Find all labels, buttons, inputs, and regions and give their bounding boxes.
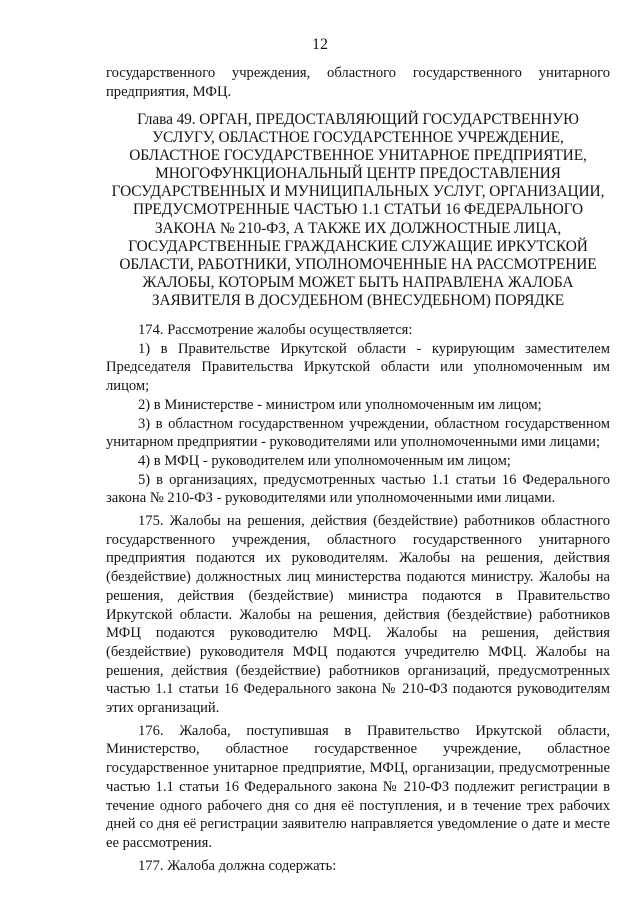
list-item-4: 4) в МФЦ - руководителем или уполномоченным им лицом; xyxy=(138,452,511,469)
paragraph-177: 177. Жалоба должна содержать: xyxy=(138,857,337,874)
chapter-heading xyxy=(106,111,610,310)
heading-line: УСЛУГУ, ОБЛАСТНОЕ ГОСУДАРСТЕННОЕ УЧРЕЖДЕНИЕ, xyxy=(152,129,564,147)
list-item-1: 1) в Правительстве Иркутской области - курирующим заместителем Председателя Правительства Иркутской области или уполномоченным им лицом; xyxy=(106,340,610,395)
heading-line: ОБЛАСТНОЕ ГОСУДАРСТВЕННОЕ УНИТАРНОЕ ПРЕДПРИЯТИЕ, xyxy=(129,147,587,165)
paragraph-174: 174. Рассмотрение жалобы осуществляется: xyxy=(138,322,413,338)
heading-line: ЖАЛОБЫ, КОТОРЫМ МОЖЕТ БЫТЬ НАПРАВЛЕНА ЖАЛОБА xyxy=(142,273,574,291)
heading-line: ОБЛАСТИ, РАБОТНИКИ, УПОЛНОМОЧЕННЫЕ НА РАССМОТРЕНИЕ xyxy=(119,255,597,273)
heading-line: ГОСУДАРСТВЕННЫХ И МУНИЦИПАЛЬНЫХ УСЛУГ, ОРГАНИЗАЦИИ, xyxy=(111,183,605,201)
list-item-2: 2) в Министерстве - министром или уполномоченным им лицом; xyxy=(138,396,542,413)
document-body xyxy=(106,321,610,875)
list-item-3: 3) в областном государственном учреждении, областном государственном унитарном предприятии - руководителями или уполномоченными ими лицами; xyxy=(106,415,610,451)
heading-line: ПРЕДУСМОТРЕННЫЕ ЧАСТЬЮ 1.1 СТАТЬИ 16 ФЕДЕРАЛЬНОГО xyxy=(132,201,584,219)
paragraph-176: 176. Жалоба, поступившая в Правительство Иркутской области, Министерство, областное государственное учреждение, областное государственное унитарное предприятие, МФЦ, организации, предусмотренные частью 1.1 статьи 16 Федерального закона № 210-ФЗ подлежит регистрации в течение одного рабочего дня со дня её поступления, и в течение трех рабочих дней со дня её регистрации заявителю направляется уведомление о дате и месте ее рассмотрения. xyxy=(106,722,610,851)
intro-line: предприятия, МФЦ. xyxy=(106,84,232,100)
heading-line: ЗАКОНА № 210-ФЗ, А ТАКЖЕ ИХ ДОЛЖНОСТНЫЕ ЛИЦА, xyxy=(154,219,562,237)
list-item-5: 5) в организациях, предусмотренных частью 1.1 статьи 16 Федерального закона № 210-ФЗ - руководителями или уполномоченными ими лицами. xyxy=(106,471,610,507)
heading-line: МНОГОФУНКЦИОНАЛЬНЫЙ ЦЕНТР ПРЕДОСТАВЛЕНИЯ xyxy=(155,165,561,183)
paragraph-175: 175. Жалобы на решения, действия (бездействие) работников областного государственного учреждения, областного государственного унитарного предприятия подаются их руководителям. Жалобы на решения, действия (бездействие) должностных лиц министерства подаются министру. Жалобы на решения, действия (бездействие) министра подаются в Правительство Иркутской области. Жалобы на решения, действия (бездействие) работников МФЦ подаются руководителю МФЦ. Жалобы на решения, действия (бездействие) руководителя МФЦ подаются учредителю МФЦ. Жалобы на решения, действия (бездействие) работников организаций, предусмотренных частью 1.1 статьи 16 Федерального закона № 210-ФЗ подаются руководителям этих организаций. xyxy=(106,513,610,717)
intro-paragraph xyxy=(106,64,610,102)
heading-line: Глава 49. ОРГАН, ПРЕДОСТАВЛЯЮЩИЙ ГОСУДАРСТВЕННУЮ xyxy=(137,111,579,128)
page-number: 12 xyxy=(312,36,328,53)
heading-line: ГОСУДАРСТВЕННЫЕ ГРАЖДАНСКИЕ СЛУЖАЩИЕ ИРКУТСКОЙ xyxy=(128,237,588,255)
heading-line: ЗАЯВИТЕЛЯ В ДОСУДЕБНОМ (ВНЕСУДЕБНОМ) ПОРЯДКЕ xyxy=(151,291,565,309)
intro-line: государственного учреждения, областного государственного унитарного xyxy=(106,65,610,81)
